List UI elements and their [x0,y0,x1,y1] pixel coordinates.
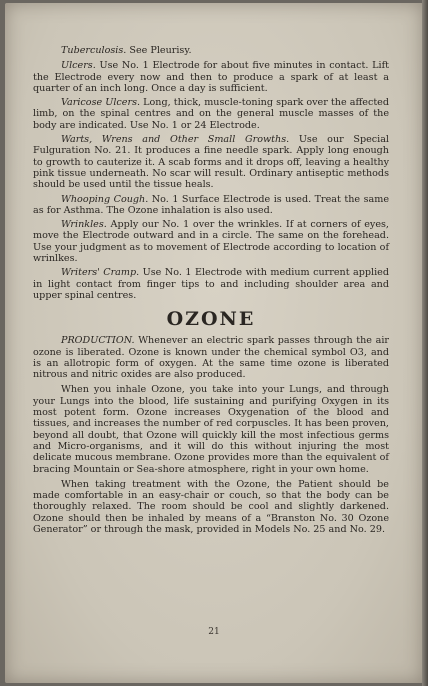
entry-warts [33,134,389,190]
paragraph-treatment [33,479,389,535]
entry-ulcers [33,60,389,94]
paragraph-lead: PRODUCTION. [61,335,135,347]
paragraph-text: When you inhale Ozone, you take into your Lungs, and through your Lungs into the blood, life sustaining and purifying Oxygen in its most potent form. Ozone increases Oxygenation of the blood and tissues, and increases the number of red corpuscles. It has been proven, beyond all doubt, that Ozone will quickly kill the most infectious germs and Micro-organisms, and it will do this without injuring the most delicate mucous membrane. Ozone provides more than the equivalent of bracing Mountain or Sea-shore atmosphere, right in your own home. [33,384,389,475]
entry-text: No. 1 Surface Electrode is used. Treat the same as for Asthma. The Ozone inhalation is also used. [33,193,389,216]
book-spine-edge [422,0,428,686]
entry-text: Use No. 1 Electrode with medium current applied in light contact from finger tips to and including shoulder area and upper spinal centres. [33,267,389,301]
page-number: 21 [208,627,220,637]
paragraph-text: Whenever an electric spark passes through the air ozone is liberated. Ozone is known under the chemical symbol O3, and is an allotropic form of oxygen. At the same time ozone is liberated nitrous and nitric oxides are also produced. [33,335,389,381]
entry-whooping-cough [33,194,389,217]
entry-text: Use No. 1 Electrode for about five minutes in contact. Lift the Electrode every now and then to produce a spark of at least a quarter of an inch long. Once a day is sufficient. [33,60,389,94]
entry-heading: Writers' Cramp. [61,267,140,279]
entry-heading: Whooping Cough. [61,193,149,205]
entry-tuberculosis [33,45,389,56]
entry-heading: Warts, Wrens and Other Small Growths. [61,134,290,146]
paragraph-inhale [33,384,389,474]
section-title: OZONE [166,308,256,331]
entry-wrinkles [33,219,389,264]
entry-heading: Ulcers. [61,60,96,72]
entry-writers-cramp [33,267,389,301]
entry-heading: Tuberculosis. [61,45,127,56]
page-content [33,45,389,539]
entry-text: Apply our No. 1 over the wrinkles. If at corners of eyes, move the Electrode outward and in a circle. The same on the forehead. Use your judgment as to movement of Electrode according to location of wrinlkes. [33,219,389,265]
paragraph-production [33,335,389,380]
entry-heading: Varicose Ulcers. [61,97,141,109]
paragraph-text: When taking treatment with the Ozone, the Patient should be made comfortable in an easy-chair or couch, so that the body can be thoroughly relaxed. The room should be cool and slightly darkened. Ozone should then be inhaled by means of a “Branston No. 30 Ozone Generator” or through the mask, provided in Models No. 25 and No. 29. [33,478,389,535]
entry-heading: Wrinkles. [61,219,107,231]
book-page [5,3,423,683]
entry-varicose-ulcers [33,97,389,131]
entry-text: Long, thick, muscle-toning spark over the affected limb, on the spinal centres and on the general muscle masses of the body are indicated. Use No. 1 or 24 Electrode. [33,97,390,131]
entry-text: Use our Special Fulguration No. 21. It produces a fine needle spark. Apply long enough to growth to cauterize it. A scab forms and it drops off, leaving a healthy pink tissue underneath. No scar will result. Ordinary antiseptic methods should be used until the tissue heals. [33,134,389,191]
entry-text: See Pleurisy. [126,45,192,56]
